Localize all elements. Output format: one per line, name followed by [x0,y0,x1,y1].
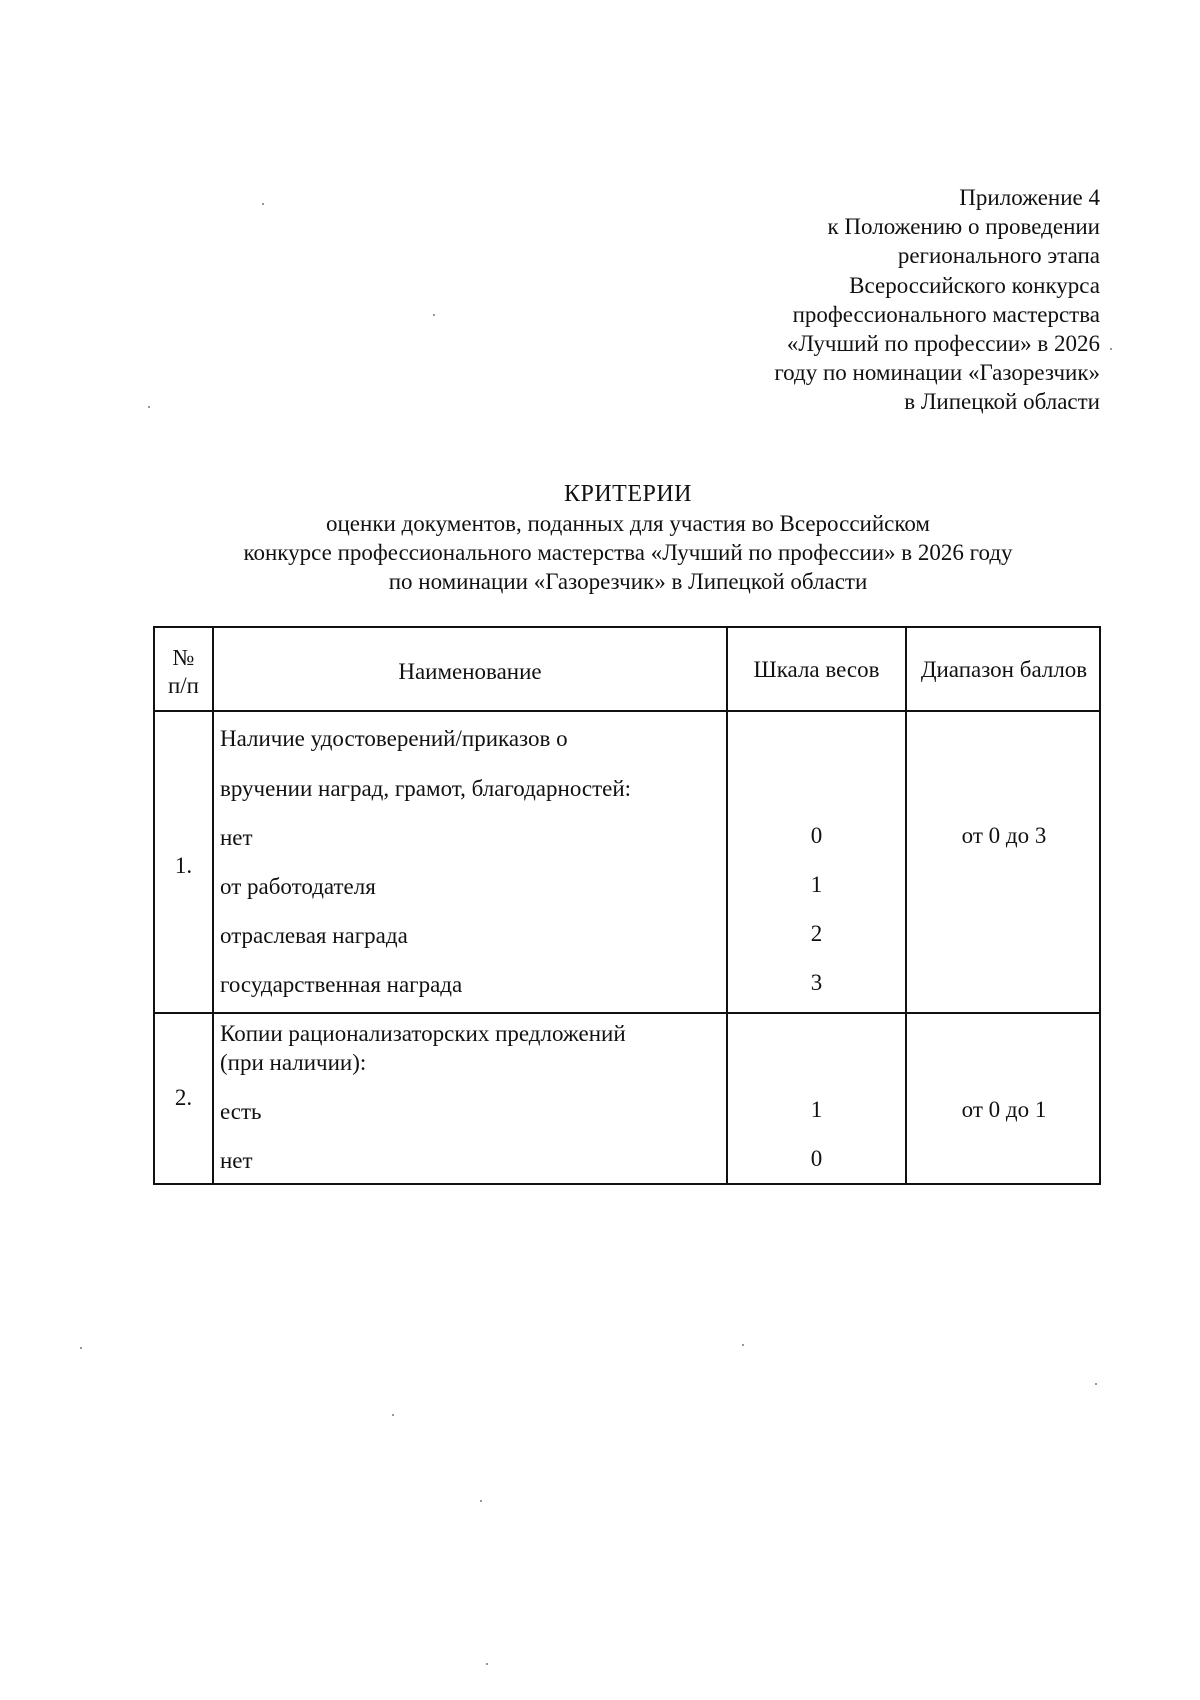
appendix-line: в Липецкой области [904,389,1100,415]
option-weight: 0 [810,823,823,848]
heading-line: по номинации «Газорезчик» в Липецкой области [388,569,868,594]
appendix-line: к Положению о проведении [827,214,1100,240]
option-weight: 1 [810,872,823,897]
table-divider [155,710,1099,712]
document-title: КРИТЕРИИ [563,481,693,507]
header-num-symbol: № [172,645,195,670]
heading-line: оценки документов, поданных для участия во Всероссийском [326,511,930,536]
criterion-title: (при наличии): [220,1050,367,1075]
option-label: от работодателя [220,874,376,899]
appendix-line: Всероссийского конкурса [849,272,1100,298]
appendix-line: профессионального мастерства [792,301,1100,327]
heading-line: конкурсе профессионального мастерства «Лучший по профессии» в 2026 году [243,540,1013,565]
scan-speck [392,1414,394,1416]
appendix-line: регионального этапа [897,243,1100,269]
scan-speck [262,203,264,205]
option-weight: 2 [810,921,823,946]
option-label: нет [220,825,253,850]
option-label: государственная награда [220,972,463,997]
appendix-line: Приложение 4 [959,185,1100,210]
scan-speck [1095,1383,1097,1385]
option-label: есть [220,1099,262,1124]
scan-speck [148,406,150,408]
option-label: нет [220,1148,253,1173]
table-divider [155,1012,1099,1014]
option-weight: 1 [810,1097,823,1122]
appendix-line: году по номинации «Газорезчик» [774,360,1100,386]
scan-speck [486,1663,488,1665]
header-weight: Шкала весов [753,657,880,682]
criteria-table [153,626,1101,1185]
scan-speck [433,314,435,316]
header-range: Диапазон баллов [920,657,1088,682]
criterion-title: Наличие удостоверений/приказов о [220,726,568,751]
scan-speck [480,1500,482,1502]
row-number: 2. [174,1085,193,1110]
scan-speck [80,1347,82,1349]
row-number: 1. [174,853,193,878]
appendix-block [774,183,1100,417]
header-name: Наименование [398,659,542,684]
score-range: от 0 до 3 [961,823,1047,848]
header-num-abbr: п/п [167,673,199,698]
criterion-title: Копии рационализаторских предложений [220,1021,626,1046]
score-range: от 0 до 1 [961,1097,1047,1122]
criterion-title: вручении наград, грамот, благодарностей: [220,776,632,801]
option-weight: 0 [810,1146,823,1171]
header-num [155,644,212,700]
scan-speck [1110,348,1112,350]
appendix-line: «Лучший по профессии» в 2026 [786,331,1100,357]
option-label: отраслевая награда [220,923,408,948]
option-weight: 3 [810,970,823,995]
document-heading [0,480,1200,596]
scan-speck [742,1344,744,1346]
